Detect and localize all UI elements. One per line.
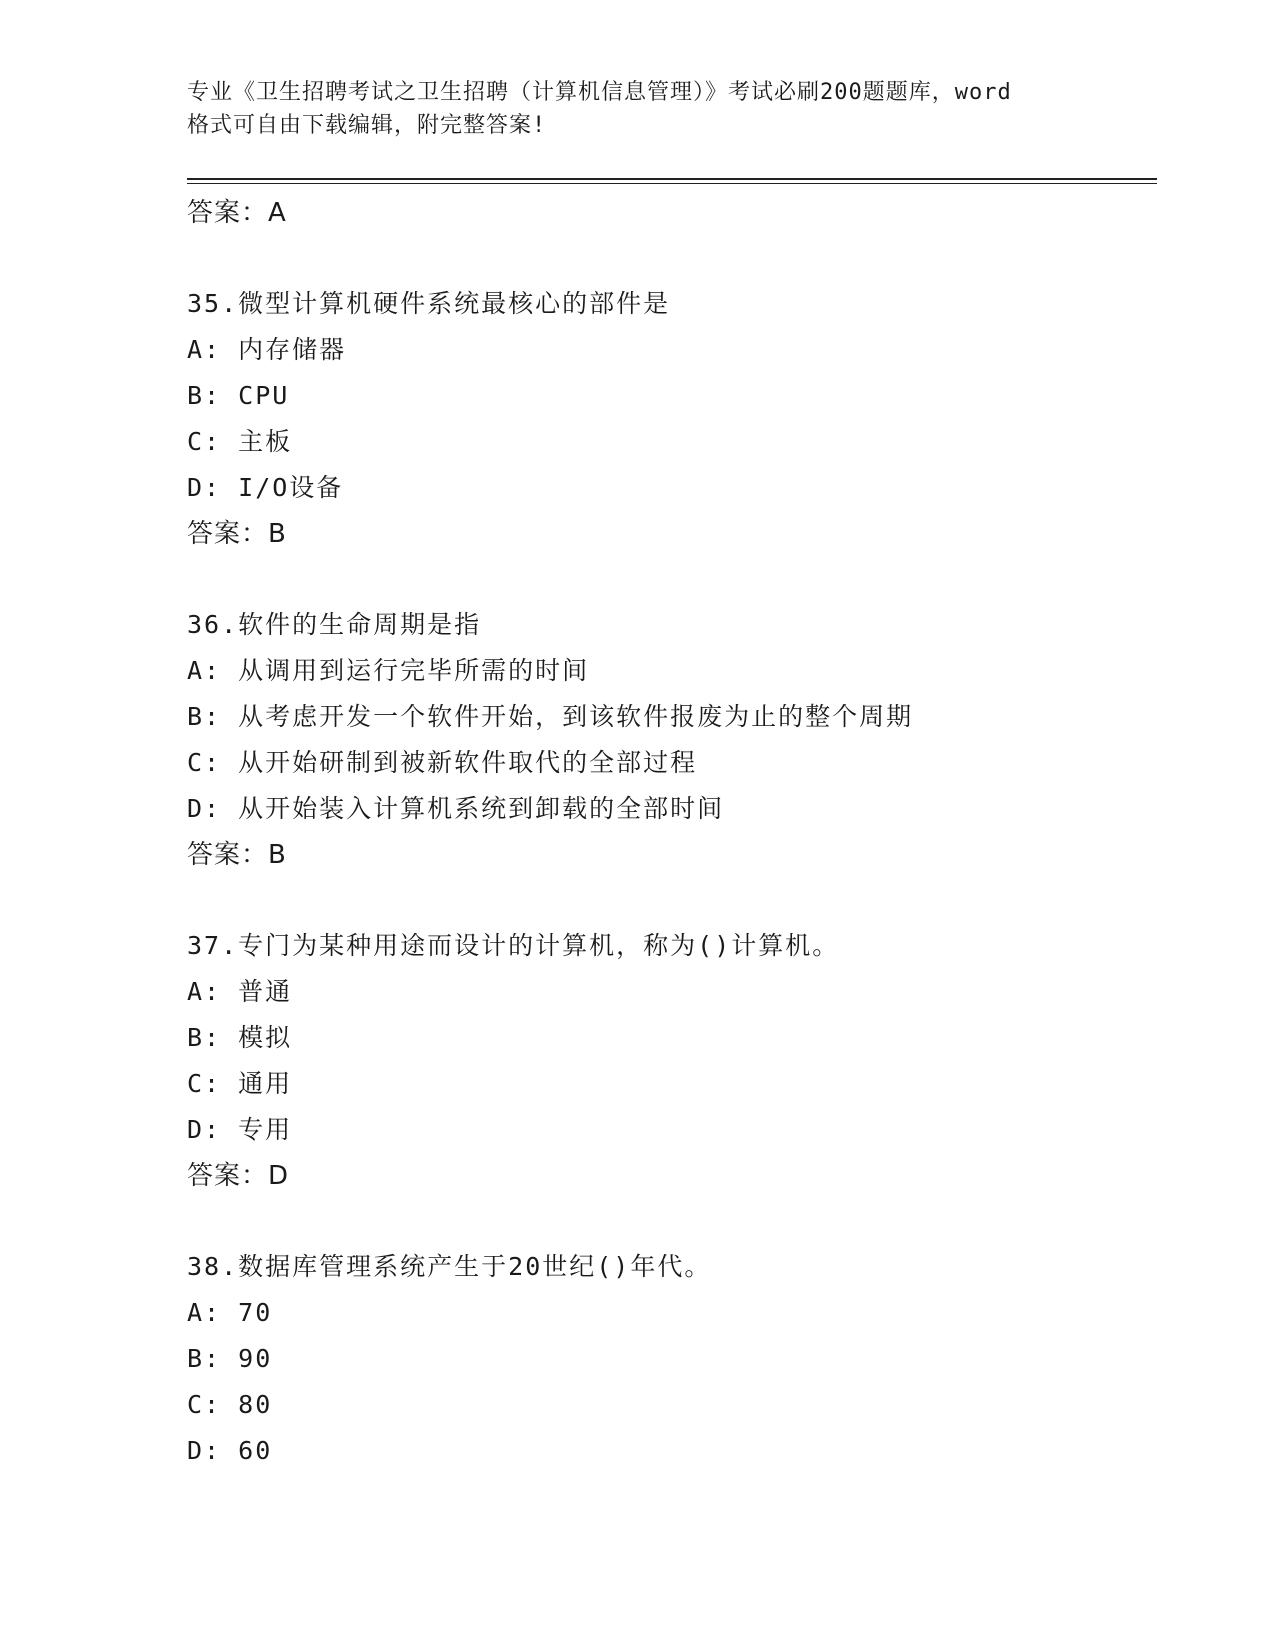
- option-b: B: 从考虑开发一个软件开始，到该软件报废为止的整个周期: [187, 702, 914, 731]
- option-b: B: 90: [187, 1344, 273, 1373]
- header-divider: [187, 178, 1157, 184]
- option-c: C: 通用: [187, 1069, 293, 1098]
- spacer: [187, 1199, 1157, 1244]
- spacer: [187, 236, 1157, 281]
- option-b: B: CPU: [187, 381, 290, 410]
- option-d: D: 60: [187, 1436, 273, 1465]
- option-b: B: 模拟: [187, 1023, 293, 1052]
- spacer: [187, 878, 1157, 923]
- answer-line: 答案：B: [187, 519, 287, 549]
- question-stem: 37.专门为某种用途而设计的计算机，称为()计算机。: [187, 931, 840, 960]
- question-stem: 38.数据库管理系统产生于20世纪()年代。: [187, 1252, 712, 1281]
- answer-line: 答案：D: [187, 1161, 290, 1191]
- answer-line: 答案：A: [187, 198, 287, 228]
- option-d: D: 专用: [187, 1115, 293, 1144]
- option-a: A: 普通: [187, 977, 293, 1006]
- option-c: C: 从开始研制到被新软件取代的全部过程: [187, 748, 698, 777]
- spacer: [187, 557, 1157, 602]
- header-line-2: 格式可自由下载编辑，附完整答案!: [187, 113, 547, 138]
- option-d: D: 从开始装入计算机系统到卸载的全部时间: [187, 794, 725, 823]
- option-a: A: 70: [187, 1298, 273, 1327]
- header-line-1: 专业《卫生招聘考试之卫生招聘（计算机信息管理）》考试必刷200题题库，word: [187, 80, 1012, 105]
- option-d: D: I/O设备: [187, 473, 344, 502]
- question-list: [187, 190, 1157, 1474]
- option-a: A: 内存储器: [187, 335, 347, 364]
- option-c: C: 80: [187, 1390, 273, 1419]
- option-c: C: 主板: [187, 427, 293, 456]
- option-a: A: 从调用到运行完毕所需的时间: [187, 656, 590, 685]
- question-stem: 36.软件的生命周期是指: [187, 610, 482, 639]
- answer-line: 答案：B: [187, 840, 287, 870]
- document-header: [187, 76, 1087, 142]
- question-stem: 35.微型计算机硬件系统最核心的部件是: [187, 289, 671, 318]
